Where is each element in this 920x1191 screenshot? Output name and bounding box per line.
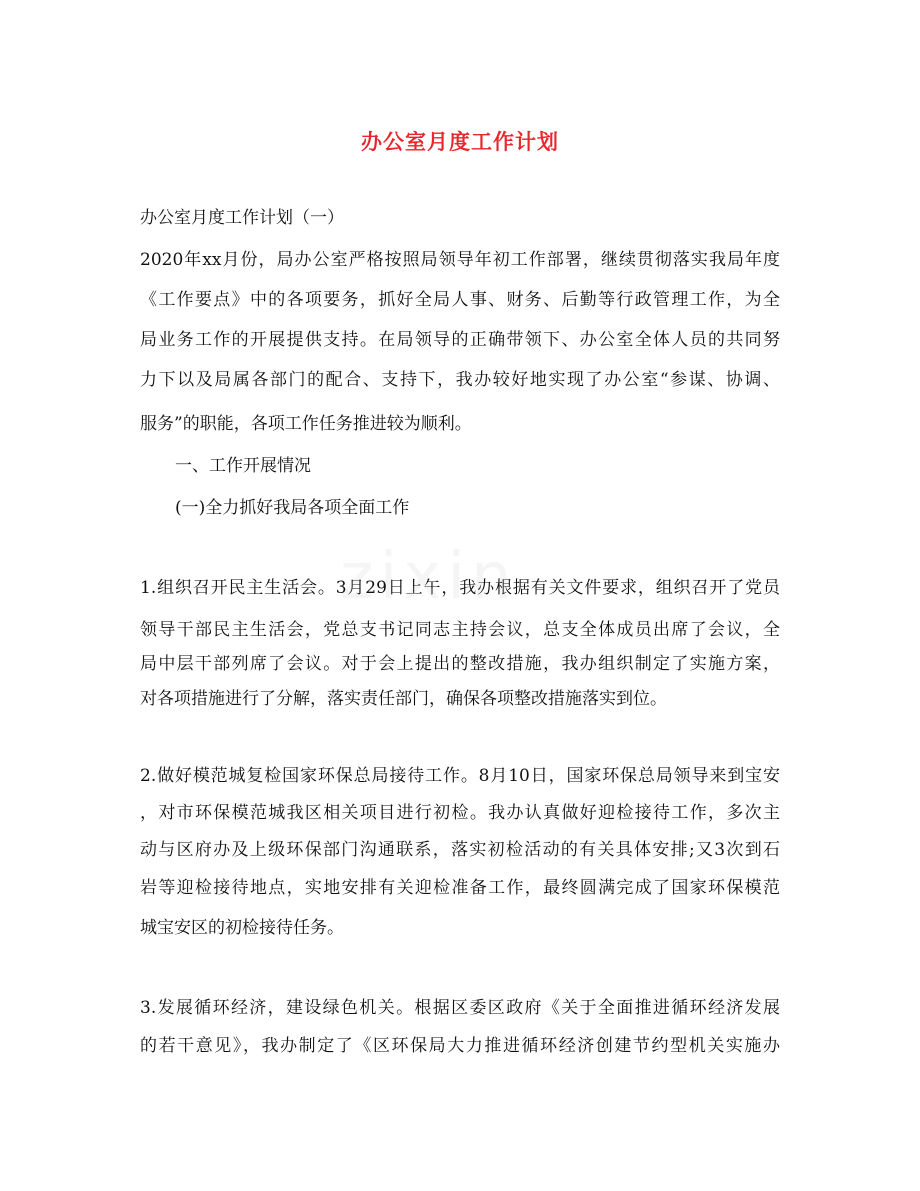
paragraph-line: 岩等迎检接待地点，实地安排有关迎检准备工作，最终圆满完成了国家环保模范 [140,878,780,898]
watermark: zixin [340,540,518,614]
subheading: 一、工作开展情况 [175,456,311,476]
section-heading: 办公室月度工作计划（一） [140,208,344,228]
paragraph-line: 《工作要点》中的各项要务，抓好全局人事、财务、后勤等行政管理工作，为全 [140,290,780,310]
document-title: 办公室月度工作计划 [361,129,559,154]
paragraph-line: 服务”的职能，各项工作任务推进较为顺利。 [140,414,472,434]
paragraph-line: 对各项措施进行了分解，落实责任部门，确保各项整改措施落实到位。 [140,689,667,709]
paragraph-line: 领导干部民主生活会，党总支书记同志主持会议，总支全体成员出席了会议，全 [140,620,780,640]
subheading: (一)全力抓好我局各项全面工作 [175,498,410,518]
paragraph-line: 1.组织召开民主生活会。3月29日上午，我办根据有关文件要求，组织召开了党员 [140,578,780,598]
paragraph-line: 2.做好模范城复检国家环保总局接待工作。8月10日，国家环保总局领导来到宝安 [140,766,780,786]
paragraph-line: 的若干意见》，我办制定了《区环保局大力推进循环经济创建节约型机关实施办 [140,1036,780,1056]
paragraph-line: 2020年xx月份，局办公室严格按照局领导年初工作部署，继续贯彻落实我局年度 [140,250,780,270]
paragraph-line: 3.发展循环经济，建设绿色机关。根据区委区政府《关于全面推进循环经济发展 [140,998,780,1018]
paragraph-line: 城宝安区的初检接待任务。 [140,918,344,938]
paragraph-line: 动与区府办及上级环保部门沟通联系，落实初检活动的有关具体安排;又3次到石 [140,840,780,860]
paragraph-line: ，对市环保模范城我区相关项目进行初检。我办认真做好迎检接待工作，多次主 [140,803,780,823]
paragraph-line: 局业务工作的开展提供支持。在局领导的正确带领下、办公室全体人员的共同努 [140,330,780,350]
paragraph-line: 力下以及局属各部门的配合、支持下，我办较好地实现了办公室“参谋、协调、 [140,370,780,390]
paragraph-line: 局中层干部列席了会议。对于会上提出的整改措施，我办组织制定了实施方案， [140,654,780,674]
